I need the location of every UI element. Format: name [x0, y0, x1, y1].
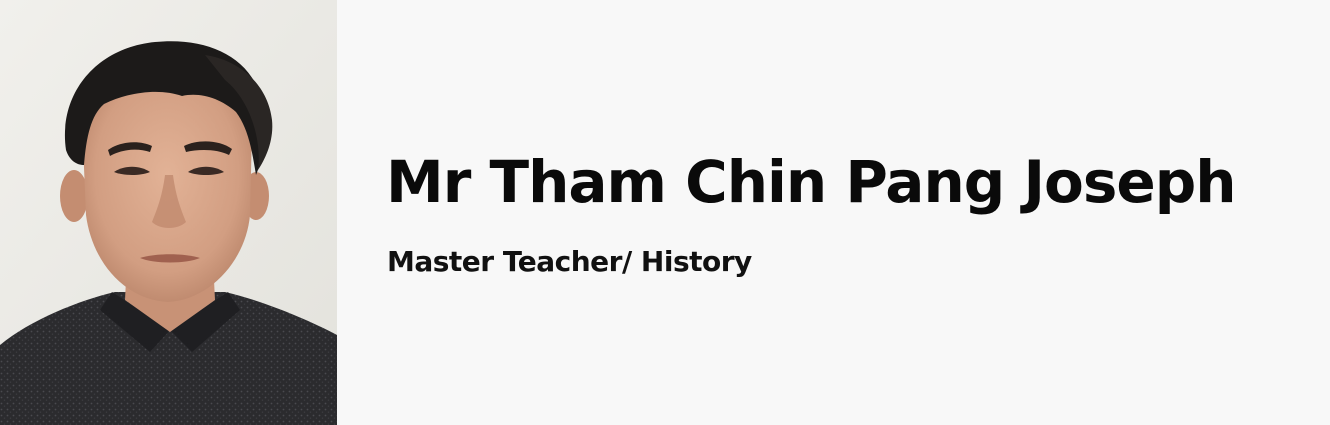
staff-portrait-photo: [0, 0, 337, 425]
staff-role-title: Master Teacher/ History: [387, 245, 752, 278]
staff-name-heading: Mr Tham Chin Pang Joseph: [386, 148, 1236, 216]
